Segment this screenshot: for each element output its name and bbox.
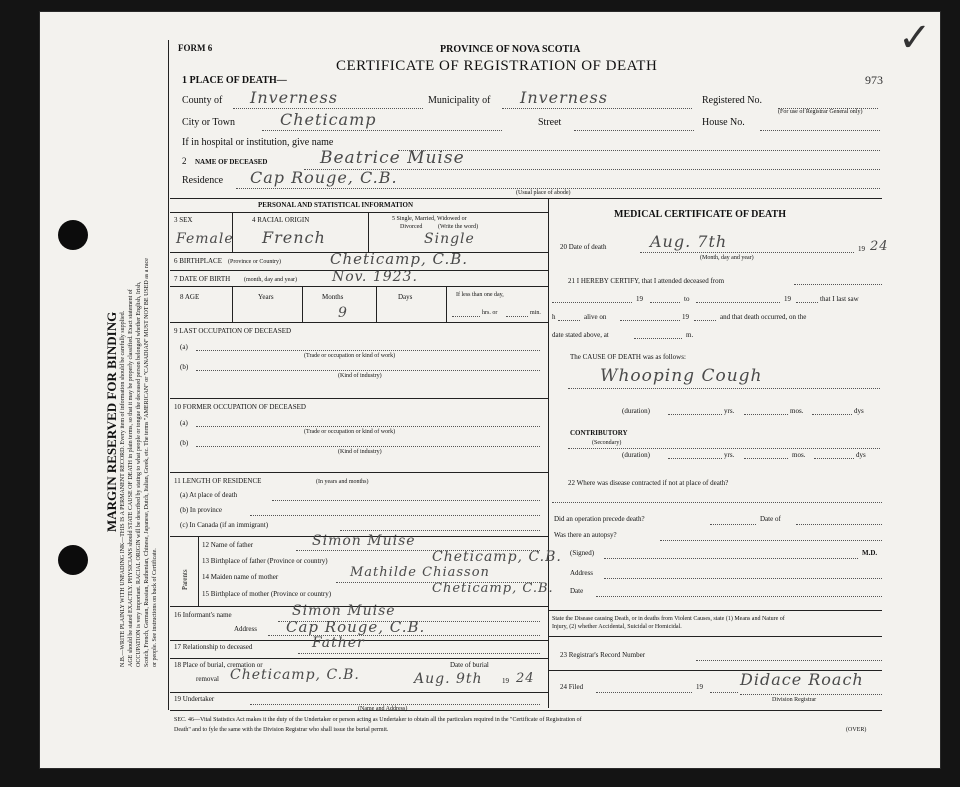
- house-no-line: [760, 130, 880, 131]
- municipality-value: Inverness: [520, 88, 608, 107]
- usual-abode-note: (Usual place of abode): [516, 190, 571, 196]
- cause-label: The CAUSE OF DEATH was as follows:: [570, 353, 686, 361]
- certify-4a: date stated above, at: [552, 331, 609, 339]
- duration-label-2: (duration): [622, 451, 650, 459]
- rule: [170, 322, 548, 323]
- registrar-signature: Didace Roach: [740, 670, 864, 689]
- father-birthplace-value: Cheticamp, C.B.: [432, 549, 562, 565]
- former-occupation-a-line: [196, 426, 540, 427]
- residence-label: Residence: [182, 175, 224, 186]
- rule: [232, 286, 233, 322]
- county-value: Inverness: [250, 88, 338, 107]
- undertaker-label: 19 Undertaker: [174, 695, 215, 703]
- dys-label-2: dys: [856, 451, 866, 459]
- line: [634, 338, 682, 339]
- rule: [302, 286, 303, 322]
- sec-46-line-2: Death" and to fyle the same with the Division Registrar who shall issue the burial permit.: [174, 727, 389, 733]
- years-label: Years: [258, 293, 274, 301]
- contracted-line: [552, 502, 882, 503]
- over-label: (OVER): [846, 727, 867, 733]
- personal-heading: PERSONAL AND STATISTICAL INFORMATION: [258, 201, 414, 209]
- section-divider: [170, 198, 882, 199]
- line: [796, 524, 882, 525]
- binding-hole-top: [58, 220, 88, 250]
- burial-date-value: Aug. 9th: [414, 671, 483, 687]
- registrar-use-note: (For use of Registrar General only): [778, 109, 863, 115]
- burial-label-2: removal: [196, 675, 219, 683]
- division-registrar-note: Division Registrar: [772, 697, 817, 703]
- province-heading: PROVINCE OF NOVA SCOTIA: [440, 44, 581, 55]
- months-label: Months: [322, 293, 344, 301]
- margin-rule: [168, 40, 169, 710]
- city-line: [262, 130, 502, 131]
- former-industry-note: (Kind of industry): [338, 449, 382, 455]
- relationship-label: 17 Relationship to deceased: [174, 643, 253, 651]
- last-occupation-a: (a): [180, 343, 188, 351]
- date-of-death-note: (Month, day and year): [700, 255, 754, 261]
- state-note-1: State the Disease causing Death, or in deaths from Violent Causes, state (1) Means and Nature of: [552, 616, 785, 622]
- marital-value: Single: [424, 231, 475, 247]
- sex-label: 3 SEX: [174, 216, 193, 224]
- md-label: M.D.: [862, 549, 878, 557]
- line: [650, 302, 680, 303]
- days-label: Days: [398, 293, 413, 301]
- father-name-label: 12 Name of father: [202, 541, 254, 549]
- informant-value: Simon Muise: [292, 603, 396, 619]
- yrs-label-2: yrs.: [724, 451, 735, 459]
- rule: [170, 472, 548, 473]
- medical-heading: MEDICAL CERTIFICATE OF DEATH: [614, 209, 786, 220]
- informant-label: 16 Informant's name: [174, 611, 232, 619]
- certify-line-1: 21 I HEREBY CERTIFY, that I attended deceased from: [568, 277, 725, 285]
- operation-label: Did an operation precede death?: [554, 515, 645, 523]
- municipality-line: [502, 108, 692, 109]
- line: [710, 692, 738, 693]
- informant-address-label: Address: [234, 625, 257, 633]
- signed-line: [604, 558, 858, 559]
- line: [696, 302, 780, 303]
- name-of-deceased-label: NAME OF DECEASED: [195, 158, 268, 166]
- former-occupation-b-line: [196, 446, 540, 447]
- line: [814, 458, 854, 459]
- rule: [170, 692, 548, 693]
- racial-label: 4 RACIAL ORIGIN: [252, 216, 310, 224]
- rule: [368, 212, 369, 252]
- margin-note-line-5: or people. See instructions on back of Certificate.: [152, 548, 158, 667]
- line: [552, 302, 632, 303]
- place-of-death-heading: 1 PLACE OF DEATH—: [182, 75, 287, 86]
- less-than-day-label: If less than one day,: [456, 292, 504, 298]
- line: [604, 578, 882, 579]
- medical-date-label: Date: [570, 587, 584, 595]
- burial-label-1: 18 Place of burial, cremation or: [174, 661, 263, 669]
- line: [812, 414, 852, 415]
- certify-3a: h: [552, 313, 556, 321]
- mother-birthplace-value: Cheticamp, C.B.: [432, 581, 554, 596]
- line: [250, 515, 540, 516]
- certify-2a: 19: [636, 295, 643, 303]
- date-of-death-label: 20 Date of death: [560, 243, 607, 251]
- residence-value: Cap Rouge, C.B.: [250, 168, 398, 187]
- binding-hole-bottom: [58, 545, 88, 575]
- margin-reserved-label: MARGIN RESERVED FOR BINDING: [104, 311, 119, 532]
- former-trade-note: (Trade or occupation or kind of work): [304, 429, 396, 435]
- rule: [446, 286, 447, 322]
- line: [660, 540, 882, 541]
- age-label: 8 AGE: [180, 293, 200, 301]
- relationship-value: Father: [312, 635, 365, 651]
- county-label: County of: [182, 95, 223, 106]
- residence-in-province: (b) In province: [180, 506, 222, 514]
- secondary-note: (Secondary): [592, 440, 622, 446]
- hrs-label: hrs. or: [482, 310, 498, 316]
- rule: [376, 286, 377, 322]
- line: [710, 524, 756, 525]
- former-occupation-heading: 10 FORMER OCCUPATION OF DECEASED: [174, 403, 306, 411]
- hospital-line: [398, 150, 880, 151]
- birthplace-label: 6 BIRTHPLACE: [174, 257, 222, 265]
- line: [272, 500, 540, 501]
- burial-date-label: Date of burial: [450, 661, 489, 669]
- cause-value: Whooping Cough: [600, 366, 763, 386]
- dob-value: Nov. 1923.: [332, 269, 418, 285]
- last-occupation-heading: 9 LAST OCCUPATION OF DECEASED: [174, 327, 292, 335]
- birthplace-value: Cheticamp, C.B.: [330, 250, 469, 268]
- date-of-death-value: Aug. 7th: [650, 232, 728, 251]
- dys-label-1: dys: [854, 407, 864, 415]
- death-year-value: 24: [870, 239, 889, 254]
- mos-label-2: mos.: [792, 451, 806, 459]
- medical-address-label: Address: [570, 569, 593, 577]
- registered-no-label: Registered No.: [702, 95, 762, 106]
- line: [596, 692, 692, 693]
- line: [744, 458, 788, 459]
- filed-year-prefix: 19: [696, 683, 703, 691]
- line: [620, 320, 680, 321]
- sec-46-line-1: SEC. 46—Vital Statistics Act makes it the duty of the Undertaker or person acting as Undertaker to obtain all the particulars required in the "Certificate of Registration of: [174, 717, 582, 723]
- check-mark: ✓: [898, 15, 932, 60]
- mother-birthplace-label: 15 Birthplace of mother (Province or country): [202, 590, 332, 598]
- dob-label: 7 DATE OF BIRTH: [174, 275, 231, 283]
- hospital-label: If in hospital or institution, give name: [182, 137, 334, 148]
- informant-address-value: Cap Rouge, C.B.: [286, 618, 426, 636]
- signed-label: (Signed): [570, 549, 595, 557]
- line: [694, 320, 716, 321]
- rule: [198, 536, 199, 606]
- margin-note-line-1: N.B.—WRITE PLAINLY WITH UNFADING INK—THIS IS A PERMANENT RECORD. Every item of information should be carefully supplied.: [120, 310, 126, 667]
- certificate-title: CERTIFICATE OF REGISTRATION OF DEATH: [336, 58, 658, 74]
- county-line: [233, 108, 423, 109]
- bottom-divider: [170, 710, 882, 711]
- city-value: Cheticamp: [280, 110, 377, 129]
- line: [668, 414, 722, 415]
- death-year-prefix: 19: [858, 245, 865, 253]
- city-label: City or Town: [182, 117, 236, 128]
- autopsy-label: Was there an autopsy?: [554, 531, 617, 539]
- state-note-2: Injury, (2) whether Accidental, Suicidal or Homicidal.: [552, 624, 682, 630]
- parents-side-label: Parents: [181, 569, 189, 590]
- father-name-value: Simon Muise: [312, 533, 416, 549]
- duration-label-1: (duration): [622, 407, 650, 415]
- cause-line: [568, 388, 880, 389]
- certify-2b: to: [684, 295, 690, 303]
- rule: [548, 636, 882, 637]
- line: [596, 596, 882, 597]
- municipality-label: Municipality of: [428, 95, 491, 106]
- line: [744, 414, 788, 415]
- form-number: FORM 6: [178, 43, 213, 53]
- dob-note: (month, day and year): [244, 277, 297, 283]
- former-occupation-a: (a): [180, 419, 188, 427]
- certify-4b: m.: [686, 331, 694, 339]
- last-occupation-b-line: [196, 370, 540, 371]
- street-label: Street: [538, 117, 562, 128]
- min-label: min.: [530, 310, 541, 316]
- marital-note: (Write the word): [438, 224, 479, 230]
- certify-3d: and that death occurred, on the: [720, 313, 807, 321]
- last-occupation-b: (b): [180, 363, 189, 371]
- racial-value: French: [262, 228, 326, 247]
- line: [796, 302, 818, 303]
- line: [640, 252, 854, 253]
- rule: [170, 398, 548, 399]
- line: [668, 458, 722, 459]
- burial-year-prefix: 19: [502, 677, 509, 685]
- margin-note-line-4: Scotch, French, German, Russian, Ruthenian, Chinese, Japanese, Dutch, Italian, Greek, etc. The terms "AMERICAN" or "CANADIAN" MUST NOT BE USED as a race: [144, 258, 150, 667]
- former-occupation-b: (b): [180, 439, 189, 447]
- certify-3c: 19: [682, 313, 689, 321]
- date-of-label: Date of: [760, 515, 781, 523]
- certificate-page: [40, 12, 940, 768]
- line: [298, 653, 540, 654]
- last-industry-note: (Kind of industry): [338, 373, 382, 379]
- months-value: 9: [338, 305, 348, 321]
- name-of-deceased-value: Beatrice Muise: [320, 148, 465, 168]
- hrs-line: [452, 316, 480, 317]
- sex-value: Female: [176, 231, 234, 247]
- margin-note-line-2: AGE should be stated EXACTLY. PHYSICIANS should STATE CAUSE OF DEATH in plain terms, so that it may be properly classified. Exact statement of: [128, 289, 134, 667]
- name-number: 2: [182, 156, 187, 166]
- burial-year-value: 24: [516, 671, 535, 686]
- length-residence-note: (In years and months): [316, 479, 369, 485]
- certificate-number: 973: [865, 73, 883, 87]
- marital-label-2: Divorced: [400, 224, 423, 230]
- length-residence-heading: 11 LENGTH OF RESIDENCE: [174, 477, 262, 485]
- line: [696, 660, 882, 661]
- burial-place-value: Cheticamp, C.B.: [230, 667, 360, 683]
- contributory-line: [568, 448, 880, 449]
- last-occupation-a-line: [196, 350, 540, 351]
- line: [558, 320, 580, 321]
- street-line: [574, 130, 694, 131]
- residence-line: [236, 188, 880, 189]
- father-birthplace-label: 13 Birthplace of father (Province or country): [202, 557, 328, 565]
- certify-2d: that I last saw: [820, 295, 859, 303]
- house-no-label: House No.: [702, 117, 745, 128]
- line: [340, 530, 540, 531]
- line: [250, 704, 540, 705]
- record-number-label: 23 Registrar's Record Number: [560, 651, 646, 659]
- line: [740, 694, 882, 695]
- marital-label-1: 5 Single, Married, Widowed or: [392, 216, 467, 222]
- contracted-label: 22 Where was disease contracted if not at place of death?: [568, 479, 729, 487]
- mother-name-value: Mathilde Chiasson: [350, 565, 490, 580]
- rule: [170, 286, 548, 287]
- contributory-label: CONTRIBUTORY: [570, 429, 628, 437]
- margin-note-line-3: OCCUPATION is very important. RACIAL ORIGIN will be described by stating to what people or tongue the deceased person belonged whether English, Irish,: [136, 281, 142, 667]
- column-divider: [548, 198, 549, 708]
- mother-name-label: 14 Maiden name of mother: [202, 573, 279, 581]
- rule: [548, 610, 882, 611]
- line: [794, 284, 882, 285]
- min-line: [506, 316, 528, 317]
- undertaker-note: (Name and Address): [358, 706, 408, 712]
- last-trade-note: (Trade or occupation or kind of work): [304, 353, 396, 359]
- rule: [170, 212, 548, 213]
- yrs-label-1: yrs.: [724, 407, 735, 415]
- rule: [170, 658, 548, 659]
- mos-label-1: mos.: [790, 407, 804, 415]
- residence-at-place: (a) At place of death: [180, 491, 238, 499]
- certify-2c: 19: [784, 295, 791, 303]
- filed-label: 24 Filed: [560, 683, 584, 691]
- certify-3b: alive on: [584, 313, 607, 321]
- birthplace-note: (Province or Country): [228, 259, 281, 265]
- residence-in-canada: (c) In Canada (if an immigrant): [180, 521, 269, 529]
